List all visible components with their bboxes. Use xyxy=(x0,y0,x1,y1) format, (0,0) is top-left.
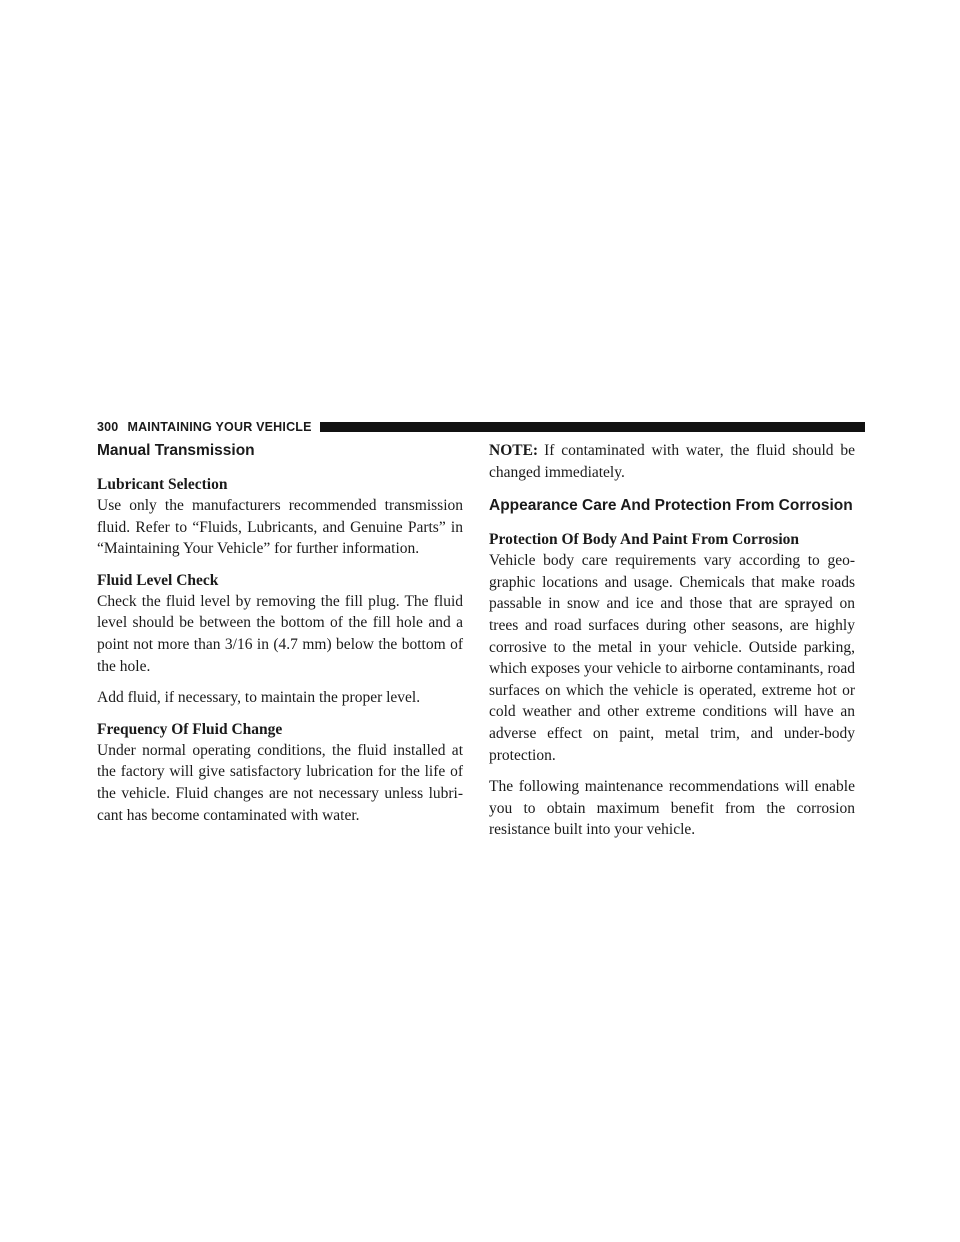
note-paragraph xyxy=(489,440,855,483)
paragraph-lubricant-selection: Use only the manufacturers recommended transmission fluid. Refer to “Fluids, Lubricants, and Genuine Parts” in “Maintaining Your Vehicle” for further information. xyxy=(97,497,463,558)
paragraph-fluid-level-check: Check the fluid level by removing the fill plug. The fluid level should be between the bottom of the fill hole and a point not more than 3/16 in (4.7 mm) below the bottom of the hole. xyxy=(97,592,463,675)
subsection-lubricant-selection xyxy=(97,474,463,560)
section-heading-appearance-care: Appearance Care And Protection From Corrosion xyxy=(489,497,853,515)
subheading-fluid-level-check: Fluid Level Check xyxy=(97,571,219,589)
running-section-title: MAINTAINING YOUR VEHICLE xyxy=(127,420,312,434)
paragraph-add-fluid: Add fluid, if necessary, to maintain the proper level. xyxy=(97,689,421,707)
subheading-lubricant-selection: Lubricant Selection xyxy=(97,476,228,493)
page-header xyxy=(97,419,865,435)
paragraph-frequency-of-fluid-change: Under normal operating conditions, the fluid installed at the factory will give satisfactory lubrication for the life of the vehicle. Fluid changes are not necessary unless lubri-cant has become contaminated with water. xyxy=(97,741,463,824)
left-column xyxy=(97,440,463,836)
subheading-protection-of-body: Protection Of Body And Paint From Corrosion xyxy=(489,531,799,549)
subsection-fluid-level-check xyxy=(97,570,463,709)
header-rule xyxy=(320,422,865,432)
paragraph-body-care-requirements: Vehicle body care requirements vary according to geo-graphic locations and usage. Chemicals that make roads passable in snow and ice and those that are sprayed on trees and road surfaces during other seasons, are highly corrosive to the metal in your vehicle. Outside parking, which exposes your vehicle to airborne contaminants, road surfaces on which the vehicle is operated, extreme hot or cold weather and other extreme conditions will have an adverse effect on paint, metal trim, and under-body protection. xyxy=(489,552,855,764)
paragraph-maintenance-recommendations: The following maintenance recommendations will enable you to obtain maximum benefit from the corrosion resistance built into your vehicle. xyxy=(489,778,855,839)
note-label: NOTE: xyxy=(489,442,539,459)
subsection-protection-of-body xyxy=(489,529,855,841)
note-text: If contaminated with water, the fluid should be changed immediately. xyxy=(489,442,855,481)
section-heading-manual-transmission: Manual Transmission xyxy=(97,442,255,459)
subheading-frequency-of-fluid-change: Frequency Of Fluid Change xyxy=(97,720,283,738)
page-number: 300 xyxy=(97,420,119,434)
subsection-frequency-of-fluid-change xyxy=(97,719,463,826)
right-column xyxy=(489,440,855,851)
